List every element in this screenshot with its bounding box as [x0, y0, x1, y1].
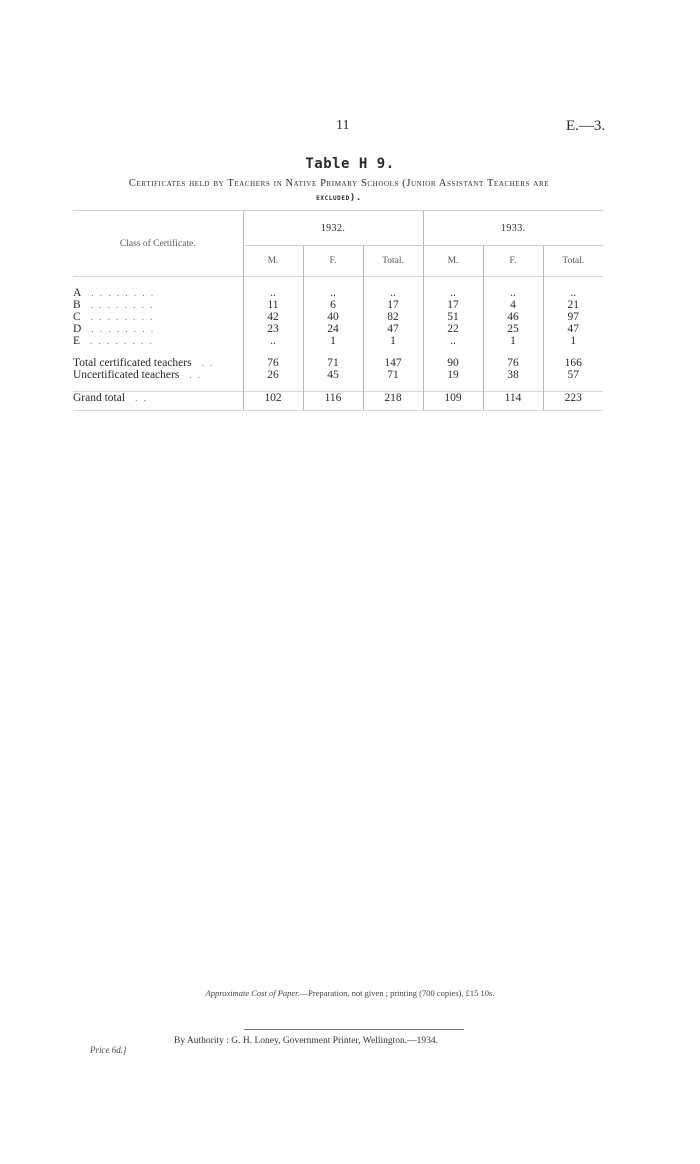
cell: 23: [243, 323, 303, 335]
row-label: A: [73, 287, 82, 299]
table-row: [73, 287, 603, 299]
cell: 22: [423, 323, 483, 335]
cell: 97: [543, 311, 603, 323]
class-of-certificate-header: Class of Certificate.: [73, 211, 243, 277]
table-row-uncertificated: [73, 369, 603, 381]
table-title: Table H 9.: [305, 156, 395, 172]
col-header-m-1933: M.: [423, 246, 483, 277]
row-label: B: [73, 299, 81, 311]
col-header-m-1932: M.: [243, 246, 303, 277]
cell: 47: [363, 323, 423, 335]
cell: 17: [423, 299, 483, 311]
cell: 40: [303, 311, 363, 323]
table-row: [73, 299, 603, 311]
cell: ..: [243, 287, 303, 299]
year-header-1932: 1932.: [243, 211, 423, 246]
cell: 57: [543, 369, 603, 381]
cell: 11: [243, 299, 303, 311]
cell: 25: [483, 323, 543, 335]
row-label: Total certificated teachers: [73, 357, 192, 369]
cell: ..: [483, 287, 543, 299]
cost-label: Approximate Cost of Paper.: [205, 988, 300, 998]
cell: 147: [363, 357, 423, 369]
cell: ..: [363, 287, 423, 299]
table-body: [73, 277, 603, 411]
cell: 82: [363, 311, 423, 323]
cell: ..: [303, 287, 363, 299]
cell: 109: [423, 392, 483, 405]
cell: ..: [543, 287, 603, 299]
cell: 26: [243, 369, 303, 381]
certificates-table: [73, 210, 603, 411]
cell: 19: [423, 369, 483, 381]
row-label: C: [73, 311, 81, 323]
cell: 90: [423, 357, 483, 369]
printer-authority: By Authority : G. H. Loney, Government Printer, Wellington.—1934.: [174, 1036, 439, 1046]
cell: 42: [243, 311, 303, 323]
table-row: [73, 311, 603, 323]
cell: 218: [363, 392, 423, 405]
table-row: [73, 323, 603, 335]
cell: 1: [483, 335, 543, 347]
cell: 21: [543, 299, 603, 311]
cell: 116: [303, 392, 363, 405]
cell: 114: [483, 392, 543, 405]
leader-dots: . . . . . . . .: [91, 288, 156, 298]
col-header-total-1933: Total.: [543, 246, 603, 277]
cell: 71: [303, 357, 363, 369]
cost-of-paper-note: [0, 988, 700, 998]
row-label: Uncertificated teachers: [73, 369, 180, 381]
cell: 223: [543, 392, 603, 405]
leader-dots: . . . . . . . .: [90, 312, 155, 322]
table-caption: [74, 177, 604, 205]
cell: 46: [483, 311, 543, 323]
col-header-f-1932: F.: [303, 246, 363, 277]
caption-line-2: excluded).: [316, 193, 362, 203]
cell: 76: [243, 357, 303, 369]
cell: 1: [543, 335, 603, 347]
cell: 71: [363, 369, 423, 381]
table-row: [73, 335, 603, 347]
page-number: 11: [336, 118, 350, 133]
row-label: Grand total: [73, 392, 126, 404]
cell: 102: [243, 392, 303, 405]
cell: 76: [483, 357, 543, 369]
cell: 6: [303, 299, 363, 311]
leader-dots: . .: [135, 393, 148, 403]
cell: 47: [543, 323, 603, 335]
leader-dots: . .: [201, 358, 215, 368]
cost-text: —Preparation, not given ; printing (700 copies), £15 10s.: [299, 988, 495, 998]
row-label: E: [73, 335, 81, 347]
table-row-total-certificated: [73, 357, 603, 369]
leader-dots: . . . . . . . .: [90, 336, 154, 346]
document-code: E.—3.: [566, 118, 606, 134]
cell: ..: [423, 287, 483, 299]
leader-dots: . . . . . . . .: [91, 324, 156, 334]
row-label: D: [73, 323, 82, 335]
cell: 1: [363, 335, 423, 347]
cell: 38: [483, 369, 543, 381]
caption-line-1: Certificates held by Teachers in Native Primary Schools (Junior Assistant Teachers are: [128, 178, 550, 189]
cell: ..: [243, 335, 303, 347]
leader-dots: . .: [189, 370, 203, 380]
cell: 4: [483, 299, 543, 311]
footer-rule: [244, 1029, 464, 1030]
col-header-total-1932: Total.: [363, 246, 423, 277]
price-note: Price 6d.]: [90, 1045, 127, 1055]
cell: ..: [423, 335, 483, 347]
cell: 24: [303, 323, 363, 335]
leader-dots: . . . . . . . .: [90, 300, 155, 310]
col-header-f-1933: F.: [483, 246, 543, 277]
cell: 17: [363, 299, 423, 311]
year-header-1933: 1933.: [423, 211, 603, 246]
cell: 166: [543, 357, 603, 369]
cell: 1: [303, 335, 363, 347]
table-row-grand-total: [73, 392, 603, 405]
cell: 45: [303, 369, 363, 381]
cell: 51: [423, 311, 483, 323]
